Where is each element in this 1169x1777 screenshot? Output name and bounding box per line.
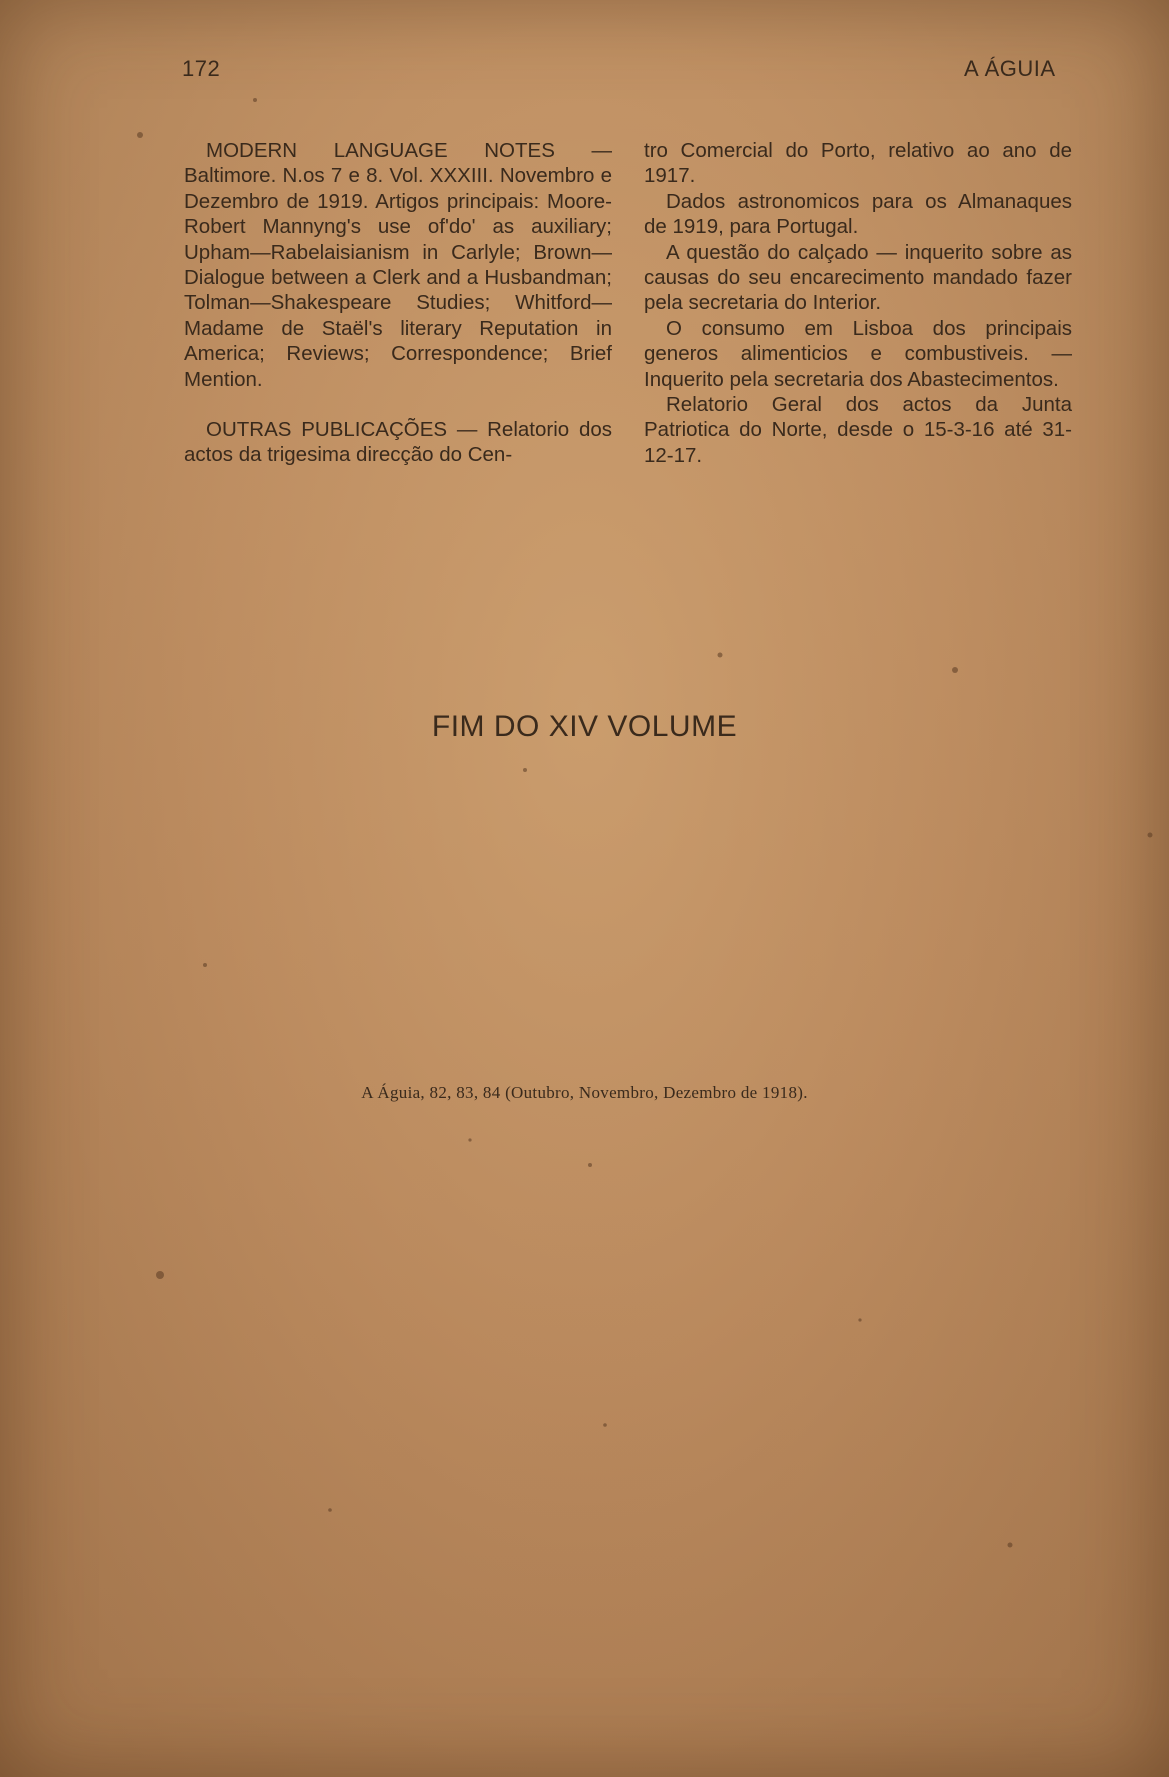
running-header-title: A ÁGUIA (964, 56, 1056, 81)
right-column (644, 138, 1072, 468)
centro-comercial-continuation: tro Comercial do Porto, relativo ao ano de 1917. (644, 139, 1072, 188)
left-column (184, 138, 612, 468)
relatorio-geral-entry: Relatorio Geral dos actos da Junta Patriotica do Norte, desde o 15-3-16 até 31-12-17. (644, 393, 1072, 467)
modern-language-notes-entry: MODERN LANGUAGE NOTES — Baltimore. N.os 7 e 8. Vol. XXXIII. Novembro e Dezembro de 1919. Artigos principais: Moore-Robert Mannyng's use of'do' as auxiliary; Upham—Rabelaisianism in Carlyle; Brown—Dialogue between a Clerk and a Husbandman; Tolman—Shakespeare Studies; Whitford—Madame de Staël's literary Reputation in America; Reviews; Correspondence; Brief Mention. (184, 139, 612, 391)
page-number: 172 (182, 56, 221, 81)
outras-publicacoes-entry: OUTRAS PUBLICAÇÕES — Relatorio dos actos da trigesima direcção do Cen- (184, 418, 612, 467)
consumo-lisboa-entry: O consumo em Lisboa dos principais generos alimenticios e combustiveis. — Inquerito pela secretaria dos Abastecimentos. (644, 316, 1072, 391)
volume-end-title: FIM DO XIV VOLUME (431, 710, 738, 743)
questao-calcado-entry: A questão do calçado — inquerito sobre as causas do seu encarecimento mandado fazer pela secretaria do Interior. (644, 240, 1072, 315)
issue-credit-line: A Águia, 82, 83, 84 (Outubro, Novembro, Dezembro de 1918). (361, 1083, 808, 1102)
dados-astronomicos-entry: Dados astronomicos para os Almanaques de 1919, para Portugal. (644, 189, 1072, 239)
